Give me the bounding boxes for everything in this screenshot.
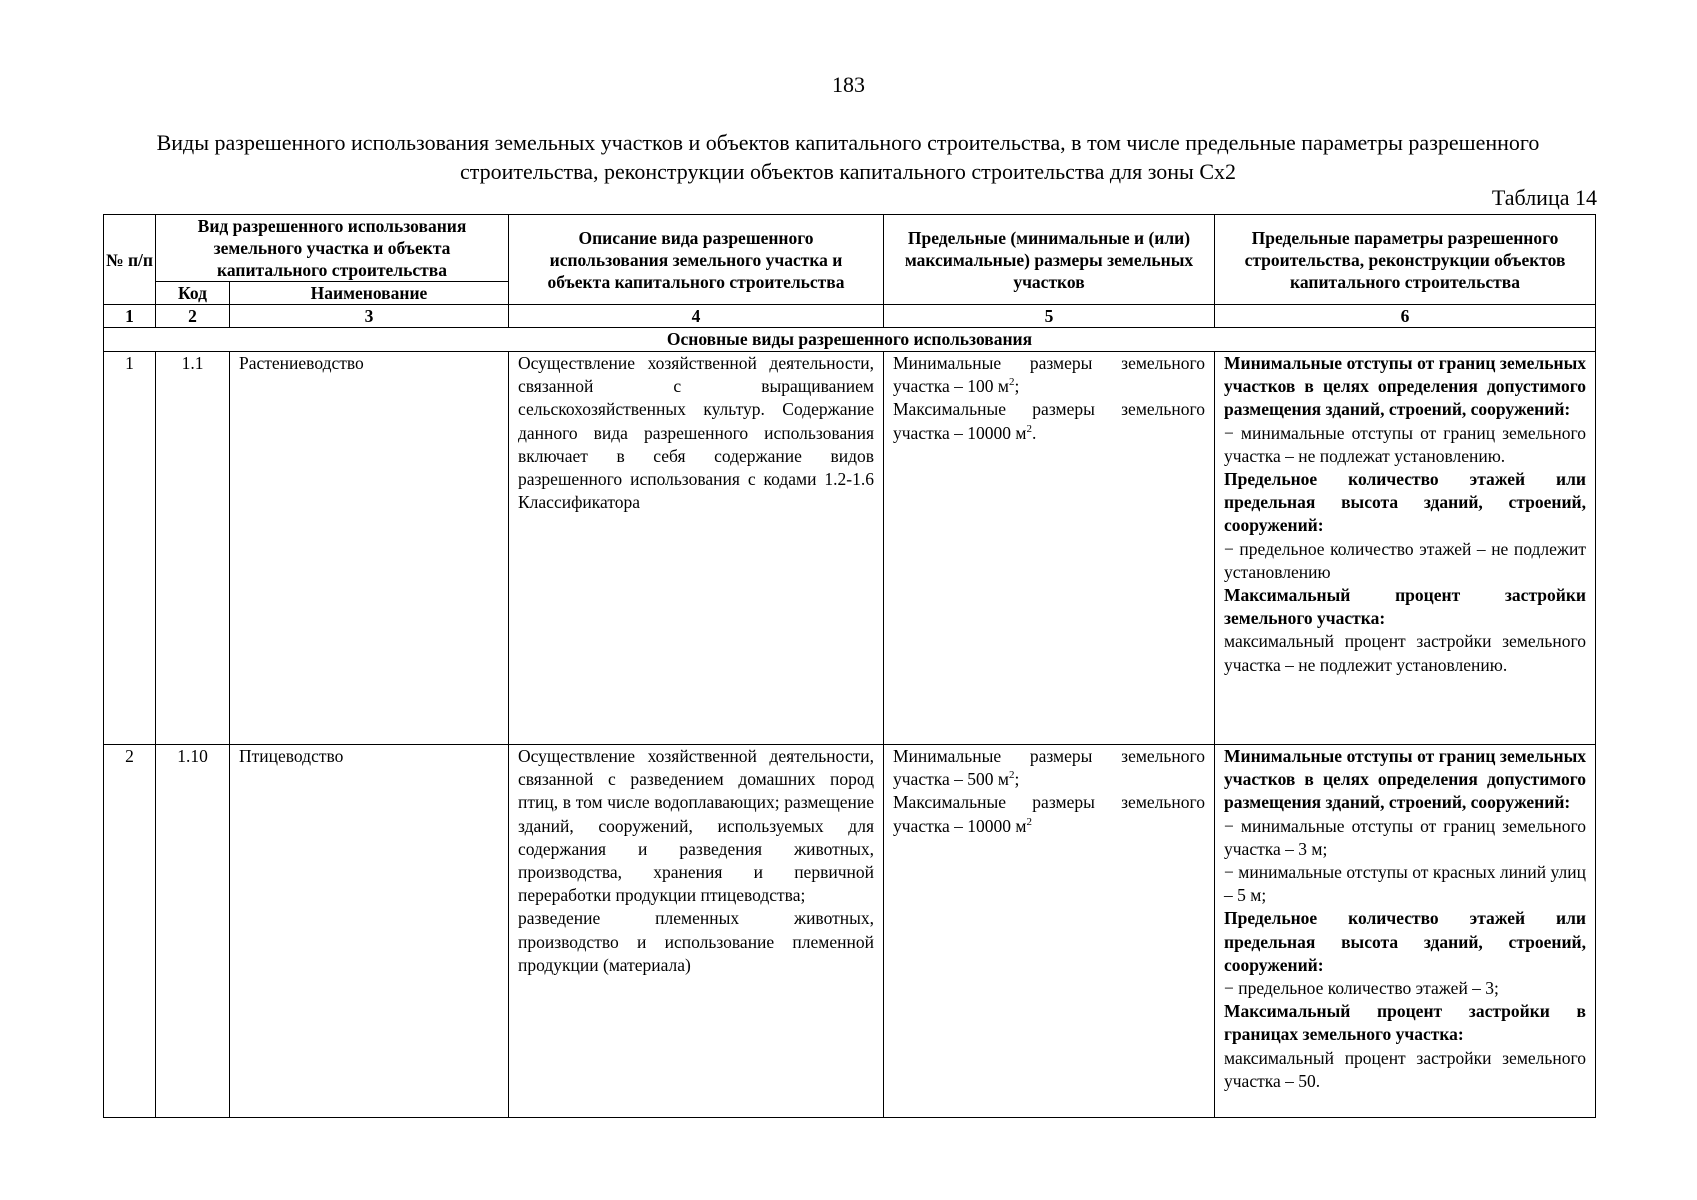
- param-heading: Минимальные отступы от границ земельных участков в целях определения допустимого размещения зданий, строений, сооружений:: [1224, 353, 1586, 420]
- column-number: 4: [509, 305, 884, 328]
- size-min-text: Минимальные размеры земельного участка – 500 м: [893, 746, 1205, 790]
- size-min: [893, 352, 1205, 398]
- row-description: [509, 352, 884, 745]
- size-max: [893, 791, 1205, 837]
- page-number: 183: [832, 72, 865, 97]
- row-sizes: [884, 745, 1215, 1118]
- table-label: Таблица 14: [1491, 185, 1597, 210]
- param-value: − предельное количество этажей – не подлежит установлению: [1224, 538, 1586, 582]
- header-description: Описание вида разрешенного использования земельного участка и объекта капитального строительства: [509, 215, 884, 305]
- column-number: 5: [884, 305, 1215, 328]
- param-heading: Максимальный процент застройки земельного участка:: [1224, 585, 1586, 629]
- row-params: [1215, 352, 1596, 745]
- size-max-text: Максимальные размеры земельного участка – 10000 м: [893, 399, 1205, 443]
- size-max-text: Максимальные размеры земельного участка – 10000 м: [893, 792, 1205, 836]
- param-value: максимальный процент застройки земельного участка – не подлежит установлению.: [1224, 631, 1586, 675]
- column-number: 3: [230, 305, 509, 328]
- size-min-end: ;: [1014, 769, 1020, 790]
- row-name: Растениеводство: [230, 352, 509, 745]
- description-text: Осуществление хозяйственной деятельности, связанной с разведением домашних пород птиц, в том числе водоплавающих; размещение зданий, сооружений, используемых для содержания и разведения животных, производства, хранения и первичной переработки продукции птицеводства;: [518, 746, 874, 906]
- size-max-end: .: [1031, 422, 1037, 443]
- row-params: [1215, 745, 1596, 1118]
- header-code: Код: [156, 282, 230, 305]
- size-min: [893, 745, 1205, 791]
- size-min-unit-sup: 2: [1008, 769, 1015, 782]
- param-heading: Предельное количество этажей или предельная высота зданий, строений, сооружений:: [1224, 908, 1586, 975]
- row-code: 1.10: [156, 745, 230, 1118]
- header-row: [104, 215, 1596, 282]
- document-title: Виды разрешенного использования земельных участков и объектов капитального строительства, в том числе предельные параметры разрешенного строительства, реконструкции объектов капитального строительства для зоны Сх2: [156, 130, 1540, 184]
- column-number: 1: [104, 305, 156, 328]
- column-number-row: [104, 305, 1596, 328]
- description-text-2: разведение племенных животных, производство и использование племенной продукции (материала): [518, 908, 874, 975]
- row-num: 1: [104, 352, 156, 745]
- param-value: − минимальные отступы от границ земельного участка – 3 м;: [1224, 815, 1586, 859]
- param-value: − минимальные отступы от красных линий улиц – 5 м;: [1224, 862, 1586, 906]
- param-heading: Предельное количество этажей или предельная высота зданий, строений, сооружений:: [1224, 469, 1586, 536]
- size-min-end: ;: [1014, 376, 1020, 397]
- column-number: 2: [156, 305, 230, 328]
- param-value: − предельное количество этажей – 3;: [1224, 978, 1499, 999]
- row-sizes: [884, 352, 1215, 745]
- param-value: − минимальные отступы от границ земельного участка – не подлежат установлению.: [1224, 422, 1586, 466]
- row-description: [509, 745, 884, 1118]
- param-value: максимальный процент застройки земельного участка – 50.: [1224, 1047, 1586, 1091]
- column-number: 6: [1215, 305, 1596, 328]
- row-code: 1.1: [156, 352, 230, 745]
- row-num: 2: [104, 745, 156, 1118]
- table-row: [104, 352, 1596, 745]
- header-name: Наименование: [230, 282, 509, 305]
- section-row: [104, 328, 1596, 352]
- size-min-unit-sup: 2: [1008, 376, 1015, 389]
- size-max-unit-sup: 2: [1026, 815, 1032, 828]
- land-use-table: [103, 214, 1596, 1118]
- row-name: Птицеводство: [230, 745, 509, 1118]
- size-min-text: Минимальные размеры земельного участка – 100 м: [893, 353, 1205, 397]
- header-num: № п/п: [104, 215, 156, 305]
- param-heading: Максимальный процент застройки в границах земельного участка:: [1224, 1001, 1586, 1045]
- header-params: Предельные параметры разрешенного строительства, реконструкции объектов капитального строительства: [1215, 215, 1596, 305]
- size-max-unit-sup: 2: [1026, 422, 1032, 435]
- param-heading: Минимальные отступы от границ земельных участков в целях определения допустимого размещения зданий, строений, сооружений:: [1224, 746, 1586, 813]
- header-kind: Вид разрешенного использования земельного участка и объекта капитального строительства: [156, 215, 509, 282]
- table-row: [104, 745, 1596, 1118]
- description-text: Осуществление хозяйственной деятельности, связанной с выращиванием сельскохозяйственных культур. Содержание данного вида разрешенного использования включает в себя содержание видов разрешенного использования с кодами 1.2-1.6 Классификатора: [518, 353, 874, 513]
- size-max: [893, 398, 1205, 444]
- section-title: Основные виды разрешенного использования: [104, 328, 1596, 352]
- header-sizes: Предельные (минимальные и (или) максимальные) размеры земельных участков: [884, 215, 1215, 305]
